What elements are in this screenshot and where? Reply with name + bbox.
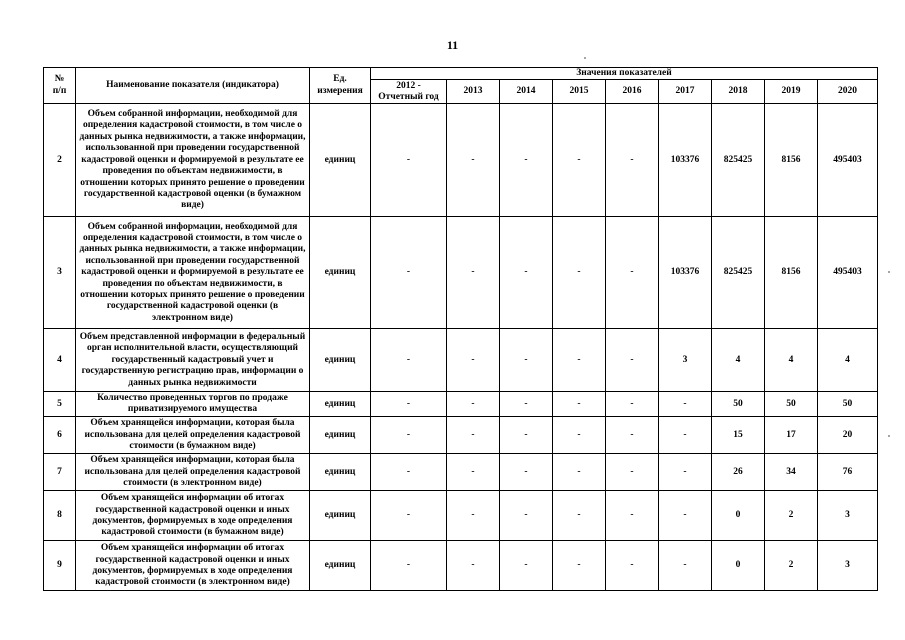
- header-values-group: Значения показателей: [371, 68, 878, 80]
- value-cell: 15: [712, 417, 765, 454]
- indicators-table: [43, 67, 878, 591]
- value-cell: 3: [818, 541, 878, 591]
- value-cell: 4: [712, 329, 765, 392]
- header-year: 2020: [818, 80, 878, 104]
- value-cell: -: [500, 392, 553, 417]
- unit-cell: единиц: [310, 217, 371, 329]
- table-row: [44, 392, 878, 417]
- row-number: 3: [44, 217, 76, 329]
- scan-speck: [584, 57, 586, 59]
- table-row: [44, 541, 878, 591]
- value-cell: 495403: [818, 217, 878, 329]
- table-header: [44, 68, 878, 104]
- table-body: [44, 104, 878, 591]
- value-cell: -: [606, 104, 659, 217]
- header-year: 2018: [712, 80, 765, 104]
- unit-cell: единиц: [310, 454, 371, 491]
- value-cell: -: [553, 392, 606, 417]
- value-cell: -: [606, 217, 659, 329]
- value-cell: -: [500, 329, 553, 392]
- value-cell: 0: [712, 541, 765, 591]
- value-cell: 8156: [765, 104, 818, 217]
- value-cell: -: [447, 454, 500, 491]
- header-year: 2012 - Отчетный год: [371, 80, 447, 104]
- unit-cell: единиц: [310, 392, 371, 417]
- value-cell: -: [606, 454, 659, 491]
- header-num: № п/п: [44, 68, 76, 104]
- value-cell: -: [500, 217, 553, 329]
- row-number: 7: [44, 454, 76, 491]
- value-cell: 103376: [659, 104, 712, 217]
- value-cell: 825425: [712, 104, 765, 217]
- value-cell: 2: [765, 491, 818, 541]
- table-row: [44, 104, 878, 217]
- scan-speck: [888, 271, 890, 273]
- header-year: 2015: [553, 80, 606, 104]
- indicator-name: Объем собранной информации, необходимой для определения кадастровой стоимости, в том числе о данных рынка недвижимости, а также информации, использованной при проведении государственной кадастровой оценки и формируемой в результате ее проведения по объектам недвижимости, в отношении которых принято решение о проведении государственной кадастровой оценки (в электронном виде): [76, 217, 310, 329]
- indicator-name: Объем представленной информации в федеральный орган исполнительной власти, осуществляющий государственный кадастровый учет и государственную регистрацию прав, информации о данных рынка недвижимости: [76, 329, 310, 392]
- row-number: 9: [44, 541, 76, 591]
- value-cell: -: [371, 329, 447, 392]
- indicator-name: Количество проведенных торгов по продаже приватизируемого имущества: [76, 392, 310, 417]
- value-cell: 76: [818, 454, 878, 491]
- value-cell: -: [371, 454, 447, 491]
- value-cell: -: [447, 217, 500, 329]
- value-cell: -: [659, 454, 712, 491]
- value-cell: -: [371, 104, 447, 217]
- indicator-name: Объем хранящейся информации, которая была использована для целей определения кадастровой стоимости (в электронном виде): [76, 454, 310, 491]
- unit-cell: единиц: [310, 417, 371, 454]
- value-cell: -: [606, 541, 659, 591]
- value-cell: 0: [712, 491, 765, 541]
- value-cell: 17: [765, 417, 818, 454]
- table-row: [44, 454, 878, 491]
- value-cell: 3: [818, 491, 878, 541]
- indicator-name: Объем хранящейся информации об итогах государственной кадастровой оценки и иных документов, формируемых в ходе определения кадастровой стоимости (в электронном виде): [76, 541, 310, 591]
- value-cell: 50: [765, 392, 818, 417]
- header-unit: Ед. измерения: [310, 68, 371, 104]
- value-cell: 50: [818, 392, 878, 417]
- value-cell: -: [371, 541, 447, 591]
- value-cell: -: [659, 491, 712, 541]
- row-number: 4: [44, 329, 76, 392]
- value-cell: -: [659, 417, 712, 454]
- indicator-name: Объем хранящейся информации, которая была использована для целей определения кадастровой стоимости (в бумажном виде): [76, 417, 310, 454]
- value-cell: -: [500, 491, 553, 541]
- value-cell: 495403: [818, 104, 878, 217]
- value-cell: -: [447, 104, 500, 217]
- row-number: 8: [44, 491, 76, 541]
- value-cell: 4: [765, 329, 818, 392]
- value-cell: 825425: [712, 217, 765, 329]
- header-year: 2016: [606, 80, 659, 104]
- header-year: 2019: [765, 80, 818, 104]
- value-cell: -: [500, 104, 553, 217]
- unit-cell: единиц: [310, 329, 371, 392]
- value-cell: -: [553, 541, 606, 591]
- unit-cell: единиц: [310, 104, 371, 217]
- value-cell: -: [553, 417, 606, 454]
- unit-cell: единиц: [310, 541, 371, 591]
- row-number: 6: [44, 417, 76, 454]
- indicator-name: Объем хранящейся информации об итогах государственной кадастровой оценки и иных документов, формируемых в ходе определения кадастровой стоимости (в бумажном виде): [76, 491, 310, 541]
- value-cell: -: [553, 454, 606, 491]
- value-cell: -: [606, 417, 659, 454]
- value-cell: -: [447, 417, 500, 454]
- header-year: 2014: [500, 80, 553, 104]
- value-cell: -: [659, 392, 712, 417]
- value-cell: 50: [712, 392, 765, 417]
- value-cell: 20: [818, 417, 878, 454]
- value-cell: -: [606, 329, 659, 392]
- table-row: [44, 491, 878, 541]
- value-cell: 103376: [659, 217, 712, 329]
- value-cell: 2: [765, 541, 818, 591]
- header-year: 2013: [447, 80, 500, 104]
- value-cell: -: [606, 491, 659, 541]
- value-cell: -: [553, 329, 606, 392]
- table-row: [44, 417, 878, 454]
- value-cell: 4: [818, 329, 878, 392]
- value-cell: 26: [712, 454, 765, 491]
- value-cell: -: [371, 392, 447, 417]
- table-row: [44, 217, 878, 329]
- row-number: 5: [44, 392, 76, 417]
- value-cell: -: [371, 217, 447, 329]
- scan-speck: [888, 435, 890, 437]
- header-name: Наименование показателя (индикатора): [76, 68, 310, 104]
- table-row: [44, 329, 878, 392]
- unit-cell: единиц: [310, 491, 371, 541]
- header-year: 2017: [659, 80, 712, 104]
- value-cell: -: [553, 104, 606, 217]
- value-cell: -: [500, 417, 553, 454]
- value-cell: -: [371, 491, 447, 541]
- value-cell: 34: [765, 454, 818, 491]
- value-cell: 3: [659, 329, 712, 392]
- value-cell: -: [500, 541, 553, 591]
- indicator-name: Объем собранной информации, необходимой для определения кадастровой стоимости, в том числе о данных рынка недвижимости, а также информации, использованной при проведении государственной кадастровой оценки и формируемой в результате ее проведения по объектам недвижимости, в отношении которых принято решение о проведении государственной кадастровой оценки (в бумажном виде): [76, 104, 310, 217]
- row-number: 2: [44, 104, 76, 217]
- value-cell: -: [659, 541, 712, 591]
- value-cell: -: [447, 491, 500, 541]
- page-number: 11: [446, 38, 459, 52]
- value-cell: -: [500, 454, 553, 491]
- value-cell: -: [447, 392, 500, 417]
- value-cell: -: [447, 541, 500, 591]
- value-cell: -: [371, 417, 447, 454]
- value-cell: -: [553, 217, 606, 329]
- value-cell: 8156: [765, 217, 818, 329]
- value-cell: -: [606, 392, 659, 417]
- value-cell: -: [447, 329, 500, 392]
- value-cell: -: [553, 491, 606, 541]
